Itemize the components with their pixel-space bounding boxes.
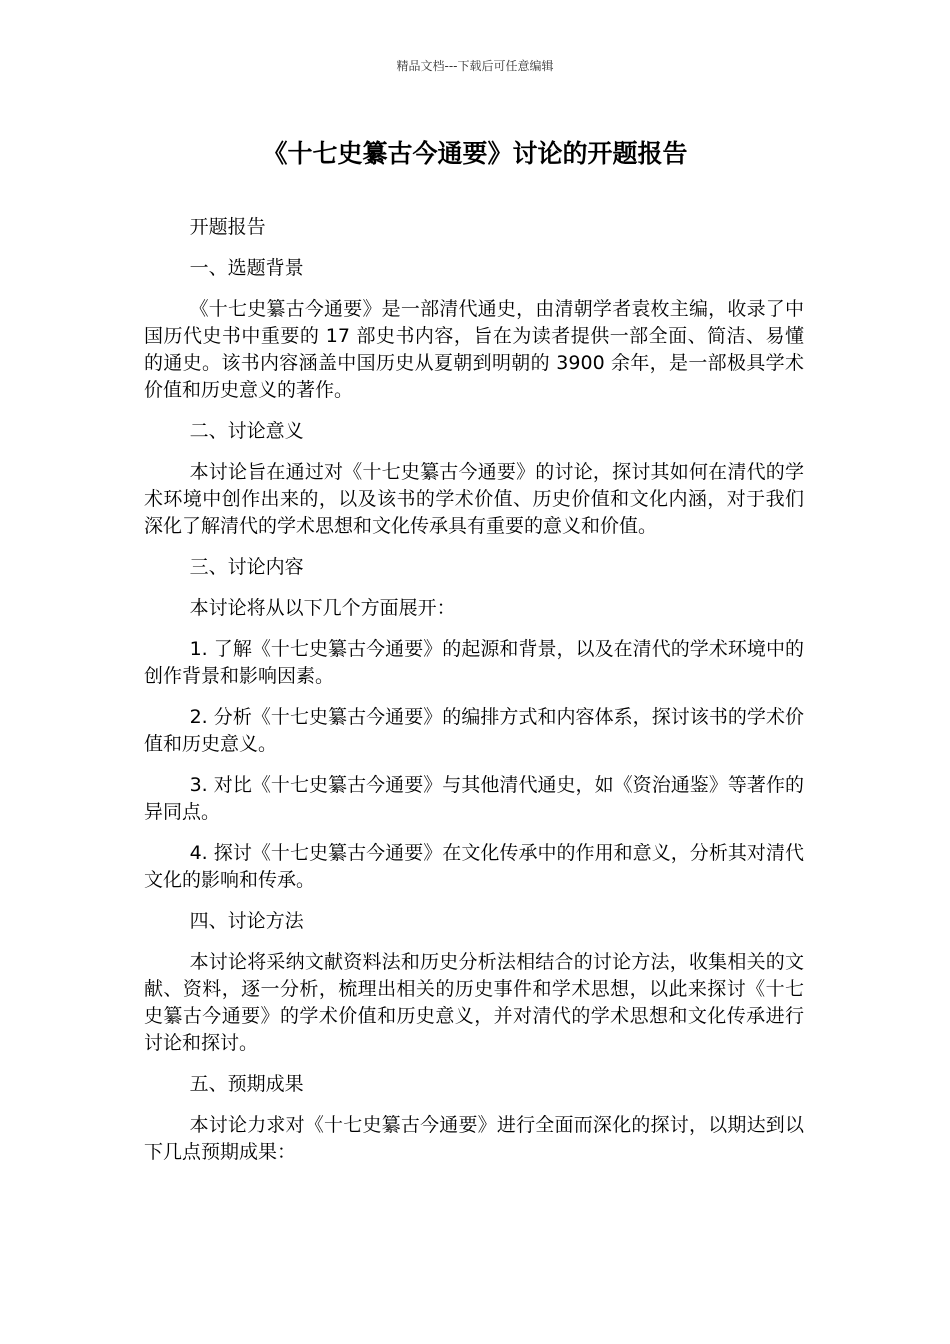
section-heading-methods: 四、讨论方法 xyxy=(189,910,304,932)
section-heading-background: 一、选题背景 xyxy=(189,257,304,279)
paragraph-outcomes: 本讨论力求对《十七史纂古今通要》进行全面而深化的探讨，以期达到以下几点预期成果： xyxy=(144,1114,804,1163)
list-item-1: 1. 了解《十七史纂古今通要》的起源和背景，以及在清代的学术环境中的创作背景和影响因素。 xyxy=(144,638,804,687)
document-title: 《十七史纂古今通要》讨论的开题报告 xyxy=(262,139,688,168)
list-item-2: 2. 分析《十七史纂古今通要》的编排方式和内容体系，探讨该书的学术价值和历史意义。 xyxy=(144,706,804,755)
section-heading-significance: 二、讨论意义 xyxy=(189,420,304,442)
section-heading-outcomes: 五、预期成果 xyxy=(189,1073,304,1095)
section-label-report: 开题报告 xyxy=(189,216,266,238)
list-item-3: 3. 对比《十七史纂古今通要》与其他清代通史，如《资治通鉴》等著作的异同点。 xyxy=(144,774,804,823)
paragraph-background: 《十七史纂古今通要》是一部清代通史，由清朝学者袁枚主编，收录了中国历代史书中重要的 17 部史书内容，旨在为读者提供一部全面、简洁、易懂的通史。该书内容涵盖中国历史从夏朝到明朝的 3900 余年，是一部极具学术价值和历史意义的著作。 xyxy=(144,298,804,401)
paragraph-significance: 本讨论旨在通过对《十七史纂古今通要》的讨论，探讨其如何在清代的学术环境中创作出来的，以及该书的学术价值、历史价值和文化内涵，对于我们深化了解清代的学术思想和文化传承具有重要的意义和价值。 xyxy=(144,461,804,537)
page-header-note: 精品文档---下载后可任意编辑 xyxy=(396,59,554,73)
section-heading-content: 三、讨论内容 xyxy=(189,556,304,578)
paragraph-content-intro: 本讨论将从以下几个方面展开： xyxy=(189,597,456,619)
list-item-4: 4. 探讨《十七史纂古今通要》在文化传承中的作用和意义，分析其对清代文化的影响和传承。 xyxy=(144,842,804,891)
document-body xyxy=(144,214,804,1180)
paragraph-methods: 本讨论将采纳文献资料法和历史分析法相结合的讨论方法，收集相关的文献、资料，逐一分析，梳理出相关的历史事件和学术思想，以此来探讨《十七史纂古今通要》的学术价值和历史意义，并对清代的学术思想和文化传承进行讨论和探讨。 xyxy=(144,951,804,1054)
